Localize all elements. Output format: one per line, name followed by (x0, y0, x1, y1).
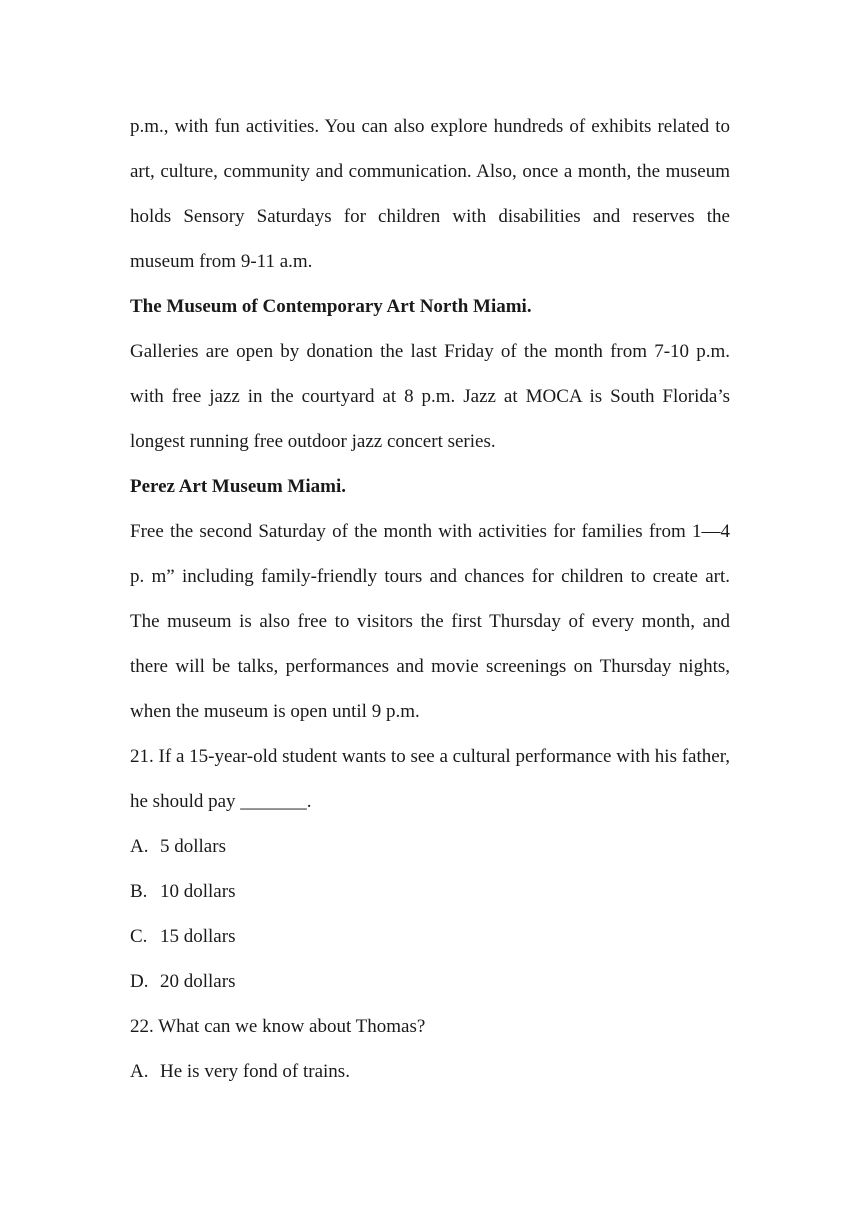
paragraph-children-museum-end: p.m., with fun activities. You can also explore hundreds of exhibits related to art, culture, community and communication. Also, once a month, the museum holds Sensory Saturdays for children with disabilities and reserves the museum from 9-11 a.m. (130, 116, 730, 272)
question-stem: If a 15-year-old student wants to see a cultural performance with his father, he should pay _______. (130, 746, 731, 812)
option-text: 15 dollars (160, 926, 236, 947)
question-stem: What can we know about Thomas? (158, 1016, 426, 1037)
answer-option[interactable] (130, 959, 730, 1004)
paragraph-perez-details: Free the second Saturday of the month with activities for families from 1—4 p. m” including family-friendly tours and chances for children to create art. The museum is also free to visitors the first Thursday of every month, and there will be talks, performances and movie screenings on Thursday nights, when the museum is open until 9 p.m. (130, 521, 730, 722)
option-text: 5 dollars (160, 836, 226, 857)
question-21 (130, 734, 730, 824)
document-body (130, 104, 730, 1094)
option-text: He is very fond of trains. (160, 1061, 350, 1082)
answer-option[interactable] (130, 869, 730, 914)
paragraph-moca-details: Galleries are open by donation the last Friday of the month from 7-10 p.m. with free jazz in the courtyard at 8 p.m. Jazz at MOCA is South Florida’s longest running free outdoor jazz concert series. (130, 341, 730, 452)
option-letter: A. (130, 836, 149, 857)
question-number: 22. (130, 1016, 154, 1037)
answer-option[interactable] (130, 914, 730, 959)
question-22 (130, 1004, 730, 1049)
heading-perez-art-museum: Perez Art Museum Miami. (130, 476, 346, 497)
option-letter: B. (130, 881, 148, 902)
answer-option[interactable] (130, 824, 730, 869)
answer-option[interactable] (130, 1049, 730, 1094)
heading-moca-north-miami: The Museum of Contemporary Art North Miami. (130, 296, 532, 317)
option-letter: A. (130, 1061, 149, 1082)
option-letter: C. (130, 926, 148, 947)
question-number: 21. (130, 746, 154, 767)
option-text: 20 dollars (160, 971, 236, 992)
option-text: 10 dollars (160, 881, 236, 902)
option-letter: D. (130, 971, 149, 992)
